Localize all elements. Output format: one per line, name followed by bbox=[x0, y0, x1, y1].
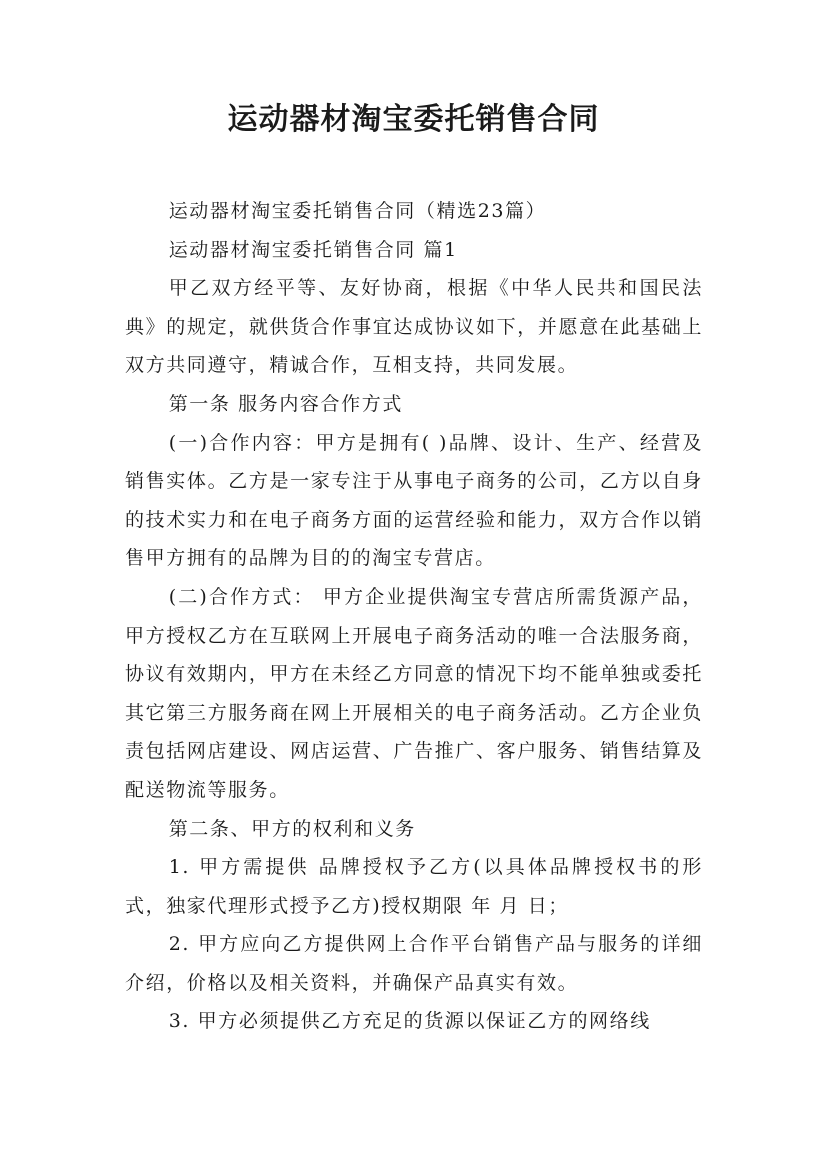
paragraph-cooperation-method: (二)合作方式： 甲方企业提供淘宝专营店所需货源产品，甲方授权乙方在互联网上开展电子商务活动的唯一合法服务商，协议有效期内，甲方在未经乙方同意的情况下均不能单独或委托其它第三方服务商在网上开展相关的电子商务活动。乙方企业负责包括网店建设、网店运营、广告推广、客户服务、销售结算及配送物流等服务。 bbox=[125, 585, 703, 801]
document-title: 运动器材淘宝委托销售合同 bbox=[227, 102, 600, 137]
paragraph-subtitle: 运动器材淘宝委托销售合同（精选23篇） bbox=[168, 200, 547, 222]
paragraph-preamble: 甲乙双方经平等、友好协商，根据《中华人民共和国民法典》的规定，就供货合作事宜达成协议如下，并愿意在此基础上双方共同遵守，精诚合作，互相支持，共同发展。 bbox=[125, 277, 703, 377]
paragraph-article-2-heading: 第二条、甲方的权利和义务 bbox=[168, 817, 416, 840]
paragraph-section-heading: 运动器材淘宝委托销售合同 篇1 bbox=[168, 238, 458, 261]
paragraph-item-3: 3. 甲方必须提供乙方充足的货源以保证乙方的网络线 bbox=[168, 1010, 651, 1033]
paragraph-article-1-heading: 第一条 服务内容合作方式 bbox=[168, 392, 403, 415]
paragraph-cooperation-content: (一)合作内容：甲方是拥有( )品牌、设计、生产、经营及销售实体。乙方是一家专注于从事电子商务的公司，乙方以自身的技术实力和在电子商务方面的运营经验和能力，双方合作以销售甲方拥有的品牌为目的的淘宝专营店。 bbox=[125, 431, 703, 570]
paragraph-item-1: 1. 甲方需提供 品牌授权予乙方(以具体品牌授权书的形式，独家代理形式授予乙方)授权期限 年 月 日； bbox=[125, 856, 703, 917]
paragraph-item-2: 2. 甲方应向乙方提供网上合作平台销售产品与服务的详细介绍，价格以及相关资料，并确保产品真实有效。 bbox=[125, 933, 703, 994]
document-body bbox=[125, 192, 703, 1041]
